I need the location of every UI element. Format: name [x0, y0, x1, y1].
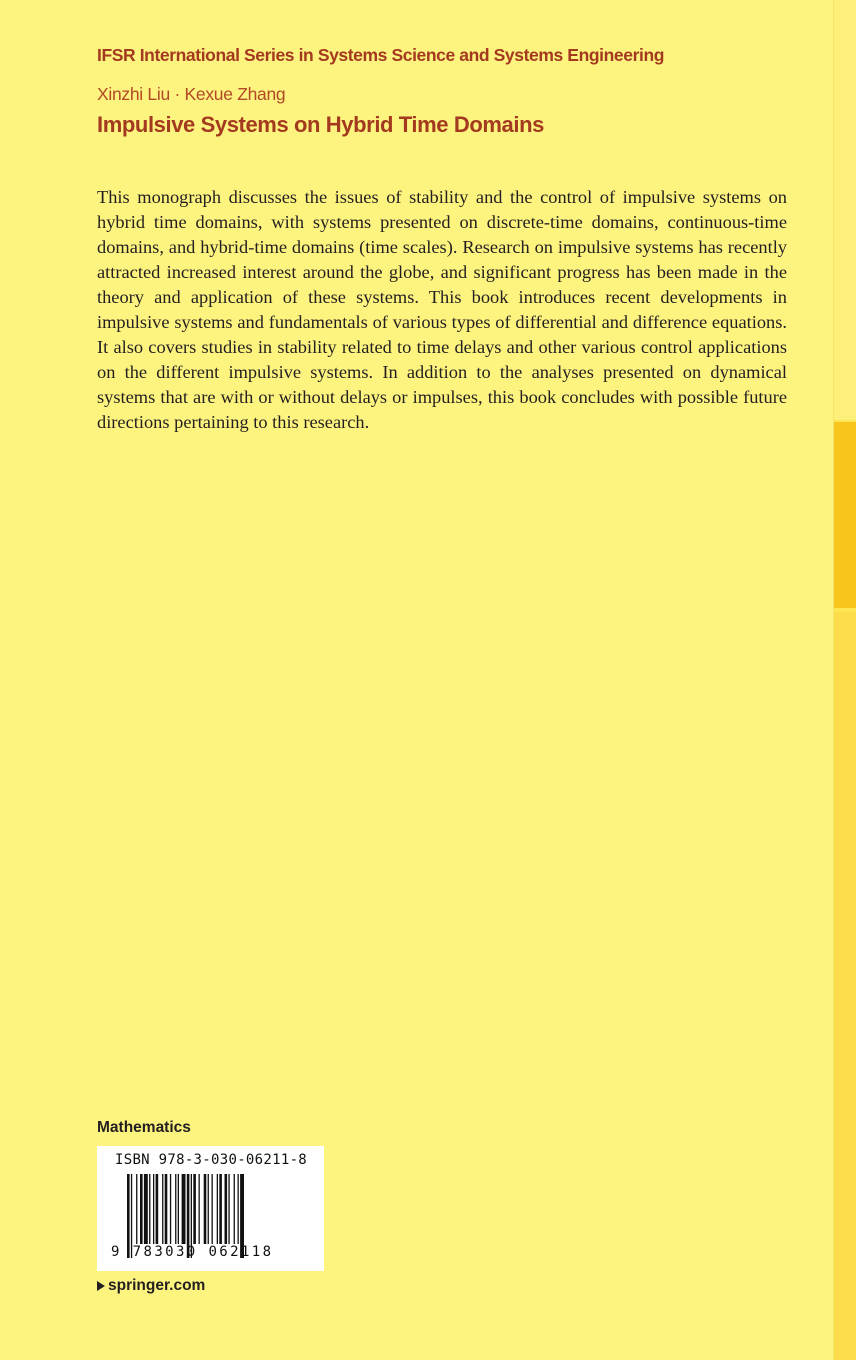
- barcode-bar: [212, 1174, 213, 1244]
- barcode-bar: [217, 1174, 218, 1244]
- publisher-link-text: springer.com: [108, 1277, 206, 1294]
- barcode-bar: [162, 1174, 163, 1244]
- series-title: IFSR International Series in Systems Science and Systems Engineering: [97, 45, 665, 65]
- barcode-bar: [193, 1174, 196, 1244]
- barcode-bar: [156, 1174, 159, 1244]
- barcode-bar: [238, 1174, 239, 1244]
- barcode-bar: [165, 1174, 168, 1244]
- arrow-right-icon: [97, 1281, 105, 1291]
- barcode-bar: [208, 1174, 209, 1244]
- barcode-bar: [204, 1174, 207, 1244]
- edge-strip-top: [834, 0, 856, 420]
- edge-divider: [833, 0, 834, 1360]
- barcode-bar: [170, 1174, 171, 1244]
- barcode-bar: [219, 1174, 222, 1244]
- book-title: Impulsive Systems on Hybrid Time Domains: [97, 112, 544, 137]
- barcode-bar: [136, 1174, 137, 1244]
- barcode-bar: [234, 1174, 235, 1244]
- book-authors: Xinzhi Liu · Kexue Zhang: [97, 84, 286, 104]
- subject-category: Mathematics: [97, 1119, 191, 1136]
- isbn-barcode: [97, 1146, 324, 1271]
- barcode-bar: [144, 1174, 148, 1244]
- barcode-number: 9 783030 062118: [111, 1244, 274, 1260]
- barcode-bar: [199, 1174, 200, 1244]
- barcode-bar: [178, 1174, 179, 1244]
- edge-strip-accent: [834, 422, 856, 608]
- barcode-bar: [182, 1174, 186, 1244]
- cover-edge-strip: [834, 0, 856, 1360]
- barcode-bar: [175, 1174, 176, 1244]
- publisher-link[interactable]: [97, 1277, 205, 1295]
- book-description: This monograph discusses the issues of stability and the control of impulsive systems on hybrid time domains, with systems presented on discrete-time domains, continuous-time domains, and hybrid-time domains (time scales). Research on impulsive systems has recently attracted increased interest around the globe, and significant progress has been made in the theory and application of these systems. This book introduces recent developments in impulsive systems and fundamentals of various types of differential and difference equations. It also covers studies in stability related to time delays and other various control applications on the different impulsive systems. In addition to the analyses presented on dynamical systems that are with or without delays or impulses, this book concludes with possible future directions pertaining to this research.: [97, 187, 787, 432]
- barcode-bar: [153, 1174, 154, 1244]
- barcode-bar: [140, 1174, 143, 1244]
- barcode-bar: [228, 1174, 229, 1244]
- edge-strip-bottom: [834, 612, 856, 1360]
- barcode-bar: [225, 1174, 228, 1244]
- barcode-bar: [149, 1174, 150, 1244]
- isbn-label: ISBN 978-3-030-06211-8: [115, 1152, 308, 1168]
